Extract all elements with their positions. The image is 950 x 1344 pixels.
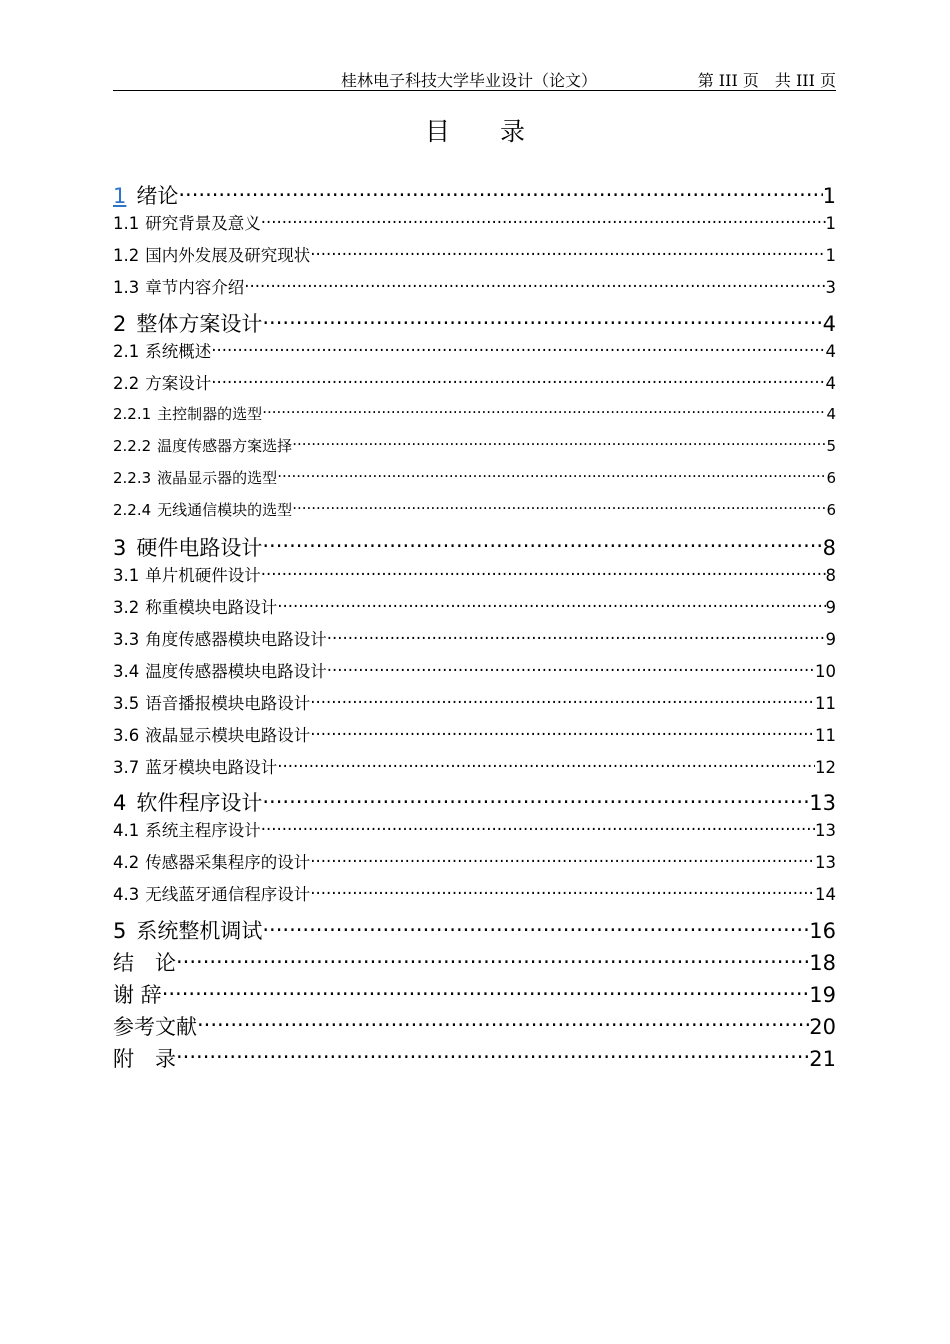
toc-entry[interactable] [113,400,836,425]
toc-entry-number: 3.4 [113,661,140,681]
toc-entry-label [113,562,261,586]
toc-entry[interactable] [113,911,836,945]
toc-entry[interactable] [113,591,836,617]
toc-entry[interactable] [113,559,836,585]
toc-entry[interactable] [113,623,836,649]
toc-entry-page: 10 [815,661,836,681]
toc-entry-label [113,210,261,234]
toc-entry-page: 4 [822,312,836,337]
toc-leader-dots [277,464,826,484]
toc-entry-text: 主控制器的选型 [157,405,263,424]
toc-entry[interactable] [113,336,836,362]
toc-entry-number: 2 [113,312,127,337]
toc-entry-label [113,467,277,488]
toc-leader-dots [292,432,826,452]
toc-leader-dots [262,911,809,938]
toc-entry-page: 19 [809,983,836,1008]
toc-entry-page: 8 [822,535,836,560]
toc-entry-text: 温度传感器方案选择 [157,437,293,456]
toc-entry-text: 国内外发展及研究现状 [145,246,311,266]
toc-leader-dots [277,591,825,612]
toc-entry-label [113,594,277,618]
toc-entry-page: 13 [809,791,836,816]
toc-entry-page: 14 [815,885,836,905]
toc-entry-text: 章节内容介绍 [145,278,245,298]
toc-entry-page: 4 [825,342,836,362]
toc-entry-page: 1 [825,246,836,266]
toc-entry-number[interactable]: 1 [113,184,127,209]
toc-leader-dots [327,655,815,676]
toc-entry-text: 结 论 [113,951,176,976]
toc-entry-label [113,722,310,746]
toc-entry-label [113,658,327,682]
toc-entry-label [113,532,262,562]
toc-entry-text: 系统整机调试 [136,919,263,944]
toc-entry-text: 软件程序设计 [136,791,263,816]
toc-entry[interactable] [113,240,836,266]
toc-entry-number: 3 [113,535,127,560]
toc-entry-page: 6 [826,501,836,519]
toc-entry[interactable] [113,1039,836,1073]
toc-entry-number: 3.1 [113,565,140,585]
toc-entry-number: 1.2 [113,246,140,266]
toc-entry-label [113,947,176,977]
toc-entry-page: 16 [809,919,836,944]
toc-entry-text: 绪论 [136,184,179,209]
toc-entry-label [113,370,211,394]
toc-entry-page: 13 [815,821,836,841]
toc-entry-text: 无线通信模块的选型 [157,501,293,519]
toc-leader-dots [292,496,826,516]
toc-entry[interactable] [113,943,836,977]
toc-leader-dots [244,272,825,293]
toc-entry-page: 8 [825,565,836,585]
toc-entry-number: 3.3 [113,629,140,649]
toc-entry-label [113,817,261,841]
toc-leader-dots [261,559,826,580]
toc-entry[interactable] [113,975,836,1009]
toc-entry-number: 2.2.4 [113,501,152,519]
toc-entry-page: 12 [815,757,836,777]
toc-entry-page: 11 [815,725,836,745]
toc-leader-dots [261,815,815,836]
toc-entry-text: 附 录 [113,1046,176,1071]
toc-entry-label [113,435,292,456]
toc-leader-dots [262,783,809,810]
toc-entry-number: 4.2 [113,853,140,873]
toc-leader-dots [176,943,809,970]
toc-leader-dots [211,336,825,357]
toc-entry[interactable] [113,783,836,817]
toc-entry-text: 谢 辞 [113,983,162,1008]
toc-entry-number: 2.1 [113,342,140,362]
toc-leader-dots [310,719,815,740]
toc-entry-label [113,308,262,338]
toc-entry[interactable] [113,655,836,681]
toc-entry-page: 9 [825,597,836,617]
header-page-info: 第 III 页 共 III 页 [697,71,836,90]
toc-entry[interactable] [113,687,836,713]
toc-leader-dots [262,400,826,420]
toc-entry-number: 2.2 [113,374,140,394]
toc-entry-page: 18 [809,951,836,976]
toc-entry-page: 1 [822,184,836,209]
toc-entry[interactable] [113,432,836,457]
toc-entry-page: 5 [826,437,836,456]
toc-entry-page: 21 [809,1046,836,1071]
toc-title [0,112,950,148]
toc-entry-page: 9 [825,629,836,649]
toc-leader-dots [327,623,826,644]
toc-entry[interactable] [113,368,836,394]
toc-entry[interactable] [113,496,836,521]
toc-entry[interactable] [113,272,836,298]
toc-entry-text: 研究背景及意义 [145,214,261,234]
toc-entry-text: 无线蓝牙通信程序设计 [145,885,311,905]
toc-entry[interactable] [113,815,836,841]
toc-entry-label [113,242,310,266]
toc-entry-text: 参考文献 [113,1014,197,1039]
toc-entry-label [113,403,262,424]
toc-entry-page: 3 [825,278,836,298]
toc-title-left: 目 [424,117,450,146]
toc-entry-page: 4 [826,405,836,424]
toc-entry-label [113,915,262,945]
toc-entry-number: 1.1 [113,214,140,234]
toc-leader-dots [261,208,826,229]
toc-entry-text: 温度传感器模块电路设计 [145,661,327,681]
toc-entry-number: 5 [113,919,127,944]
toc-entry-number: 4.3 [113,885,140,905]
toc-entry[interactable] [113,176,836,210]
toc-entry-text: 方案设计 [145,374,212,394]
toc-entry-text: 整体方案设计 [136,312,263,337]
toc-entry-page: 6 [826,469,836,488]
toc-entry-label [113,338,211,362]
toc-leader-dots [176,1039,809,1066]
toc-entry-label [113,787,262,817]
toc-entry-label [113,754,277,778]
toc-entry-label [113,499,292,520]
toc-entry-number: 1.3 [113,278,140,298]
toc-entry-number: 4 [113,791,127,816]
toc-entry-label [113,849,310,873]
toc-entry-number: 3.2 [113,597,140,617]
toc-entry-number: 4.1 [113,821,140,841]
toc-entry-number: 2.2.2 [113,437,152,456]
toc-entry-text: 硬件电路设计 [136,535,263,560]
toc-entry-label [113,979,162,1009]
toc-leader-dots [162,975,810,1002]
toc-entry-page: 13 [815,853,836,873]
toc-entry-label [113,180,178,210]
toc-entry-text: 角度传感器模块电路设计 [145,629,327,649]
toc-entry-text: 系统概述 [145,342,212,362]
toc-entry-number: 3.5 [113,693,140,713]
toc-entry-label [113,690,310,714]
toc-entry-text: 系统主程序设计 [145,821,261,841]
toc-entry[interactable] [113,1007,836,1041]
toc-entry-text: 液晶显示模块电路设计 [145,725,311,745]
toc-entry[interactable] [113,847,836,873]
toc-leader-dots [178,176,822,203]
toc-entry-page: 1 [825,214,836,234]
toc-entry[interactable] [113,208,836,234]
toc-entry[interactable] [113,879,836,905]
toc-entry-number: 3.7 [113,757,140,777]
toc-entry-text: 语音播报模块电路设计 [145,693,311,713]
toc-entry[interactable] [113,719,836,745]
toc-entry-label [113,881,310,905]
toc-entry[interactable] [113,304,836,338]
page-header [113,66,836,91]
toc-entry-number: 3.6 [113,725,140,745]
toc-entry-label [113,274,244,298]
toc-title-right: 录 [500,117,526,146]
toc-entry[interactable] [113,464,836,489]
toc-leader-dots [310,240,825,261]
toc-leader-dots [197,1007,809,1034]
toc-entry-label [113,626,327,650]
toc-leader-dots [310,687,815,708]
toc-entry[interactable] [113,751,836,777]
toc-leader-dots [262,304,822,331]
toc-entry[interactable] [113,527,836,561]
header-school: 桂林电子科技大学毕业设计（论文） [341,71,598,90]
toc-leader-dots [310,847,815,868]
toc-leader-dots [262,527,822,554]
toc-leader-dots [310,879,815,900]
toc-entry-text: 传感器采集程序的设计 [145,853,311,873]
toc-entry-page: 11 [815,693,836,713]
toc-entry-text: 液晶显示器的选型 [157,469,278,488]
toc-entry-page: 4 [825,374,836,394]
toc-entry-label [113,1043,176,1073]
toc-leader-dots [277,751,815,772]
toc-leader-dots [211,368,825,389]
toc-entry-number: 2.2.3 [113,469,152,488]
toc-entry-text: 单片机硬件设计 [145,565,261,585]
toc-entry-page: 20 [809,1014,836,1039]
toc-entry-text: 蓝牙模块电路设计 [145,757,278,777]
toc-entry-text: 称重模块电路设计 [145,597,278,617]
toc-entry-number: 2.2.1 [113,405,152,424]
toc-entry-label [113,1011,197,1041]
